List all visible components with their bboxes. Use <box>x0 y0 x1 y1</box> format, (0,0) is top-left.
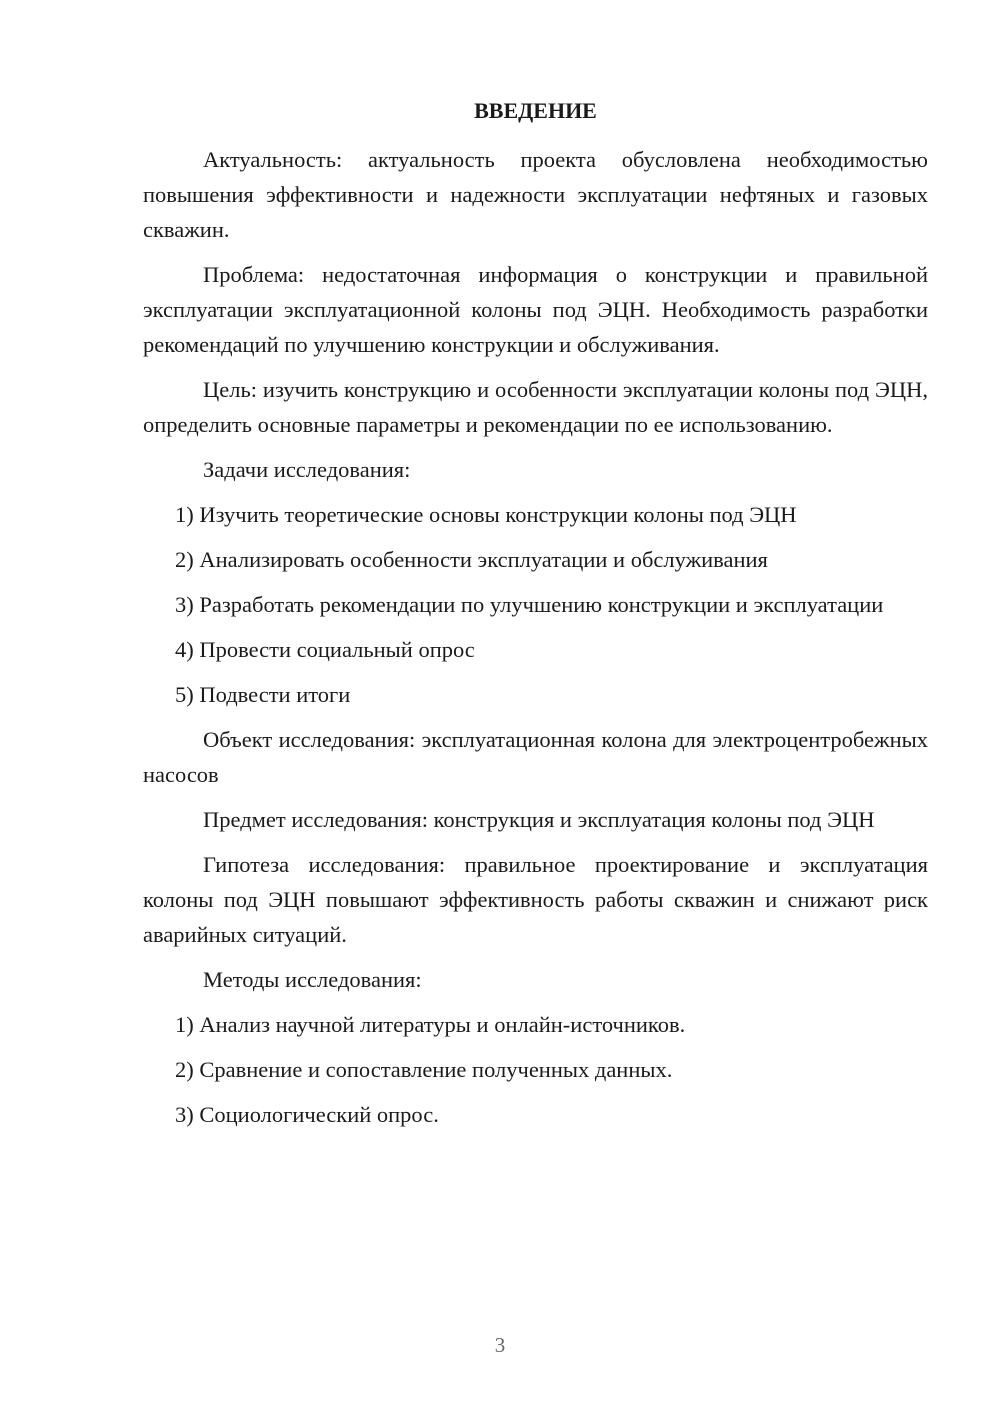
task-item-3: 3) Разработать рекомендации по улучшению конструкции и эксплуатации <box>175 592 884 617</box>
goal-paragraph: Цель: изучить конструкцию и особенности эксплуатации колоны под ЭЦН, определить основные параметры и рекомендации по ее использованию. <box>143 377 928 437</box>
task-item-5: 5) Подвести итоги <box>175 682 351 707</box>
relevance-paragraph: Актуальность: актуальность проекта обусловлена необходимостью повышения эффективности и надежности эксплуатации нефтяных и газовых скважин. <box>143 147 928 242</box>
tasks-heading: Задачи исследования: <box>203 457 411 482</box>
object-paragraph: Объект исследования: эксплуатационная колона для электроцентробежных насосов <box>143 727 928 787</box>
task-item-2: 2) Анализировать особенности эксплуатации и обслуживания <box>175 547 768 572</box>
methods-heading: Методы исследования: <box>203 967 422 992</box>
method-item-1: 1) Анализ научной литературы и онлайн-источников. <box>175 1012 686 1037</box>
task-item-1: 1) Изучить теоретические основы конструкции колоны под ЭЦН <box>175 502 797 527</box>
section-title: ВВЕДЕНИЕ <box>474 98 597 123</box>
document-body <box>143 96 928 1142</box>
page-number: 3 <box>494 1333 506 1357</box>
task-item-4: 4) Провести социальный опрос <box>175 637 475 662</box>
hypothesis-paragraph: Гипотеза исследования: правильное проектирование и эксплуатация колоны под ЭЦН повышают эффективность работы скважин и снижают риск аварийных ситуаций. <box>143 852 928 947</box>
method-item-3: 3) Социологический опрос. <box>175 1102 439 1127</box>
method-item-2: 2) Сравнение и сопоставление полученных данных. <box>175 1057 673 1082</box>
subject-paragraph: Предмет исследования: конструкция и эксплуатация колоны под ЭЦН <box>203 807 875 832</box>
problem-paragraph: Проблема: недостаточная информация о конструкции и правильной эксплуатации эксплуатационной колоны под ЭЦН. Необходимость разработки рекомендаций по улучшению конструкции и обслуживания. <box>143 262 928 357</box>
